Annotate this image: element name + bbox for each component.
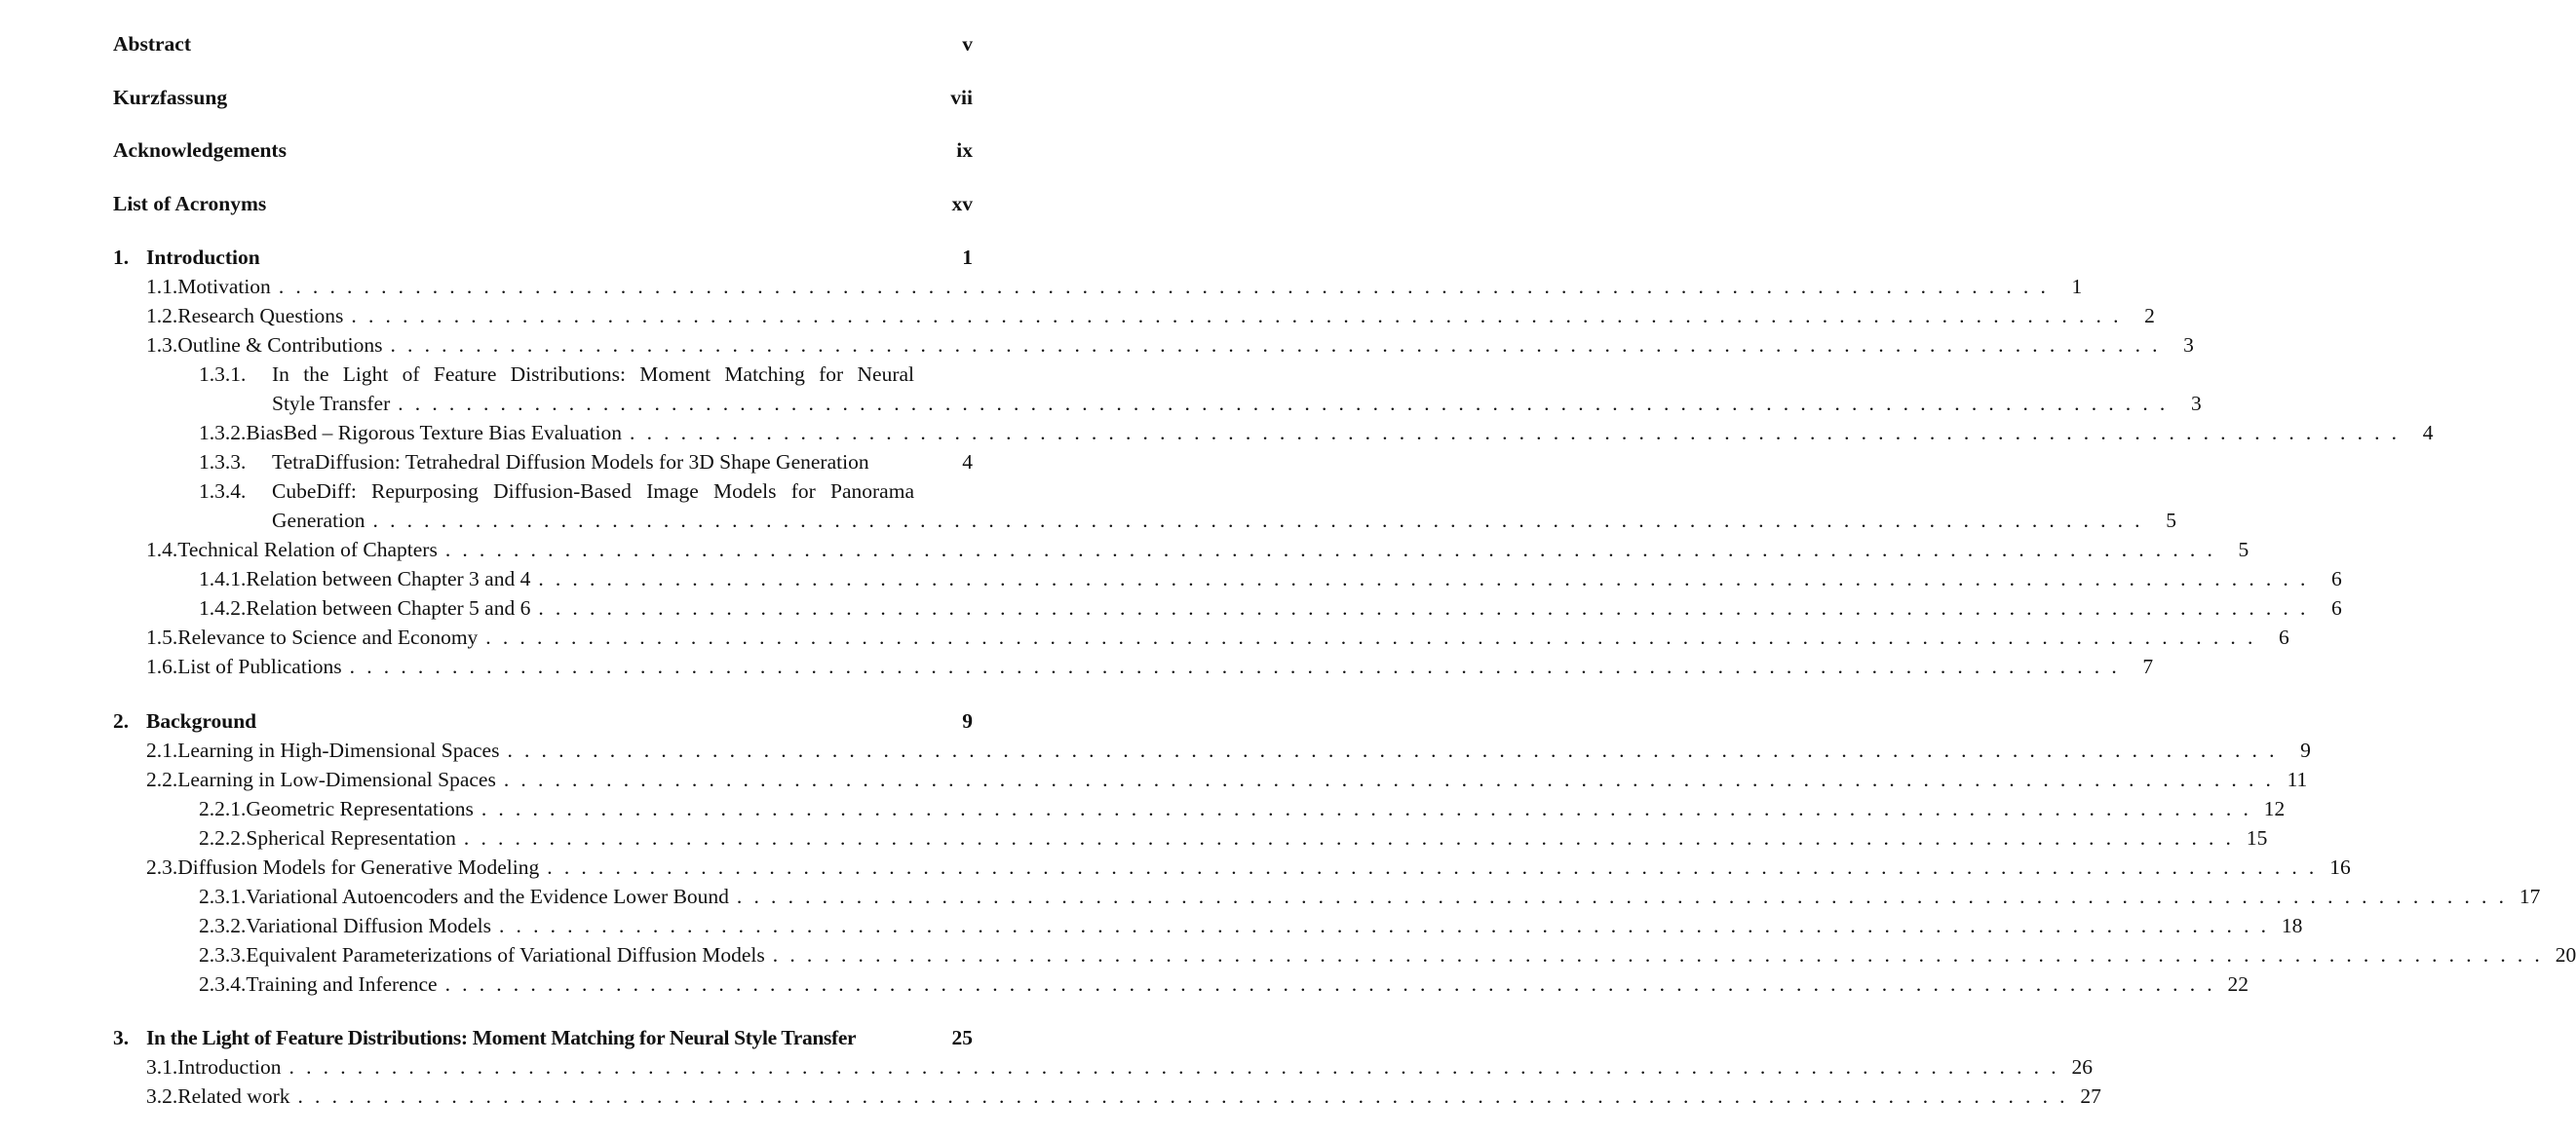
toc-page: 15 [2246, 826, 2268, 850]
toc-page: xv [951, 192, 973, 215]
toc-title: Learning in Low-Dimensional Spaces [177, 768, 496, 791]
toc-chapter-2[interactable] [113, 706, 973, 736]
toc-leader [504, 765, 2274, 794]
toc-section[interactable] [146, 535, 2249, 564]
toc-title: Equivalent Parameterizations of Variational Diffusion Models [246, 943, 765, 967]
toc-title: List of Acronyms [113, 192, 267, 215]
toc-leader [499, 911, 2269, 940]
toc-leader [398, 389, 2168, 418]
toc-page: 16 [2329, 855, 2351, 879]
toc-subsection[interactable] [199, 447, 973, 476]
toc-page: v [962, 32, 973, 56]
toc-leader [350, 652, 2120, 681]
toc-title: Variational Diffusion Models [246, 914, 491, 937]
toc-leader [507, 736, 2277, 765]
toc-title: Variational Autoencoders and the Evidence Lower Bound [246, 885, 729, 908]
toc-number: 1.3.2. [199, 421, 247, 444]
toc-leader [289, 1052, 2059, 1082]
toc-entry-acknowledgements[interactable] [113, 135, 973, 165]
toc-page: 3 [2183, 333, 2194, 357]
toc-leader [485, 623, 2255, 652]
toc-leader [351, 301, 2121, 330]
toc-title: TetraDiffusion: Tetrahedral Diffusion Models for 3D Shape Generation [272, 450, 869, 474]
toc-title: CubeDiff: Repurposing Diffusion-Based Image Models for Panorama [272, 479, 914, 503]
toc-section[interactable] [146, 330, 2194, 360]
toc-page: 20 [2555, 943, 2576, 967]
toc-page: 1 [2071, 275, 2083, 298]
toc-title: In the Light of Feature Distributions: Moment Matching for Neural Style Transfer [146, 1026, 857, 1049]
toc-title: Outline & Contributions [177, 333, 383, 357]
toc-section[interactable] [146, 623, 2289, 652]
toc-title: Abstract [113, 32, 192, 56]
toc-page: 27 [2080, 1084, 2101, 1108]
toc-title: Introduction [177, 1055, 282, 1079]
toc-subsection[interactable] [199, 794, 2286, 823]
toc-number: 3. [113, 1026, 130, 1049]
toc-title: Spherical Representation [246, 826, 456, 850]
toc-subsection[interactable] [199, 564, 2342, 593]
toc-title: In the Light of Feature Distributions: Moment Matching for Neural [272, 362, 914, 386]
toc-title: Learning in High-Dimensional Spaces [177, 739, 500, 762]
toc-section[interactable] [146, 736, 2311, 765]
toc-number: 1.1. [146, 275, 178, 298]
toc-subsection[interactable] [199, 940, 2576, 969]
toc-page: 5 [2166, 509, 2176, 532]
toc-title-continued: Style Transfer [272, 392, 391, 415]
toc-number: 2.1. [146, 739, 178, 762]
toc-subsection[interactable] [199, 882, 2541, 911]
toc-page: 2 [2144, 304, 2155, 327]
toc-page: 22 [2227, 972, 2249, 996]
toc-page: 17 [2518, 885, 2541, 908]
toc-title: List of Publications [177, 655, 342, 678]
toc-page: 1 [962, 246, 973, 269]
toc-leader [445, 969, 2215, 999]
toc-section[interactable] [146, 853, 2351, 882]
toc-title: Related work [177, 1084, 290, 1108]
toc-leader [481, 794, 2251, 823]
toc-leader [630, 418, 2400, 447]
toc-number: 2.3.4. [199, 972, 247, 996]
toc-entry-list-of-acronyms[interactable] [113, 189, 973, 218]
toc-number: 3.1. [146, 1055, 178, 1079]
toc-section[interactable] [146, 301, 2155, 330]
toc-number: 1.4.2. [199, 596, 247, 620]
toc-number: 2. [113, 709, 130, 733]
toc-leader [464, 823, 2234, 853]
toc-number: 1.4.1. [199, 567, 247, 590]
toc-subsection[interactable] [199, 360, 914, 389]
toc-title: Motivation [177, 275, 271, 298]
toc-number: 2.3. [146, 855, 178, 879]
toc-page: vii [950, 86, 973, 109]
toc-leader [538, 564, 2308, 593]
toc-number: 2.3.3. [199, 943, 247, 967]
toc-page: 11 [2287, 768, 2308, 791]
toc-subsection[interactable] [199, 476, 914, 506]
toc-section[interactable] [146, 652, 2154, 681]
toc-page: 5 [2238, 538, 2249, 561]
toc-page: 9 [962, 709, 973, 733]
toc-title: Technical Relation of Chapters [177, 538, 438, 561]
toc-page: ix [956, 138, 973, 162]
toc-number: 1.6. [146, 655, 178, 678]
toc-subsection[interactable] [199, 593, 2342, 623]
toc-number: 1.4. [146, 538, 178, 561]
toc-leader [373, 506, 2143, 535]
toc-section[interactable] [146, 272, 2083, 301]
toc-number: 1.3. [146, 333, 178, 357]
toc-page: 4 [962, 450, 973, 474]
toc-number: 2.2.1. [199, 797, 247, 820]
toc-number: 2.2. [146, 768, 178, 791]
toc-number: 2.3.2. [199, 914, 247, 937]
toc-title: Acknowledgements [113, 138, 287, 162]
toc-number: 1.5. [146, 626, 178, 649]
toc-number: 2.3.1. [199, 885, 247, 908]
toc-title: Relation between Chapter 3 and 4 [246, 567, 531, 590]
toc-title: Introduction [146, 246, 260, 269]
toc-leader [737, 882, 2507, 911]
toc-entry-kurzfassung[interactable] [113, 83, 973, 112]
toc-subsection-continued[interactable] [272, 506, 2176, 535]
toc-page: 6 [2331, 567, 2342, 590]
toc-title: Relation between Chapter 5 and 6 [246, 596, 531, 620]
toc-entry-abstract[interactable] [113, 29, 973, 58]
toc-number: 3.2. [146, 1084, 178, 1108]
toc-section[interactable] [146, 1082, 2101, 1111]
toc-title: Research Questions [177, 304, 344, 327]
toc-page: 4 [2422, 421, 2434, 444]
toc-page: 3 [2190, 392, 2202, 415]
toc-leader [773, 940, 2543, 969]
toc-page: 25 [951, 1026, 973, 1049]
toc-title: Background [146, 709, 257, 733]
toc-subsection[interactable] [199, 911, 2303, 940]
toc-subsection[interactable] [199, 969, 2249, 999]
toc-subsection[interactable] [199, 418, 2434, 447]
toc-leader [279, 272, 2049, 301]
toc-leader [538, 593, 2308, 623]
toc-page: 26 [2071, 1055, 2093, 1079]
toc-leader [297, 1082, 2067, 1111]
toc-chapter-1[interactable] [113, 243, 973, 272]
toc-leader [445, 535, 2215, 564]
toc-chapter-3[interactable] [113, 1023, 973, 1052]
toc-number: 1. [113, 246, 130, 269]
toc-subsection-continued[interactable] [272, 389, 2202, 418]
toc-number: 1.3.1. [199, 362, 247, 386]
toc-number: 1.2. [146, 304, 178, 327]
toc-title-continued: Generation [272, 509, 365, 532]
toc-section[interactable] [146, 765, 2308, 794]
toc-title: Geometric Representations [246, 797, 474, 820]
toc-number: 1.3.3. [199, 450, 247, 474]
toc-number: 1.3.4. [199, 479, 247, 503]
toc-title: Training and Inference [246, 972, 438, 996]
toc-section[interactable] [146, 1052, 2093, 1082]
toc-title: Relevance to Science and Economy [177, 626, 479, 649]
toc-page: 6 [2278, 626, 2289, 649]
toc-title: BiasBed – Rigorous Texture Bias Evaluation [246, 421, 623, 444]
toc-leader [390, 330, 2160, 360]
toc-page: 12 [2263, 797, 2286, 820]
toc-number: 2.2.2. [199, 826, 247, 850]
toc-page: 9 [2300, 739, 2311, 762]
toc-subsection[interactable] [199, 823, 2268, 853]
toc-title: Diffusion Models for Generative Modeling [177, 855, 540, 879]
toc-title: Kurzfassung [113, 86, 228, 109]
toc-page: 18 [2281, 914, 2303, 937]
toc-page: 7 [2142, 655, 2154, 678]
toc-leader [547, 853, 2317, 882]
toc-page: 6 [2331, 596, 2342, 620]
